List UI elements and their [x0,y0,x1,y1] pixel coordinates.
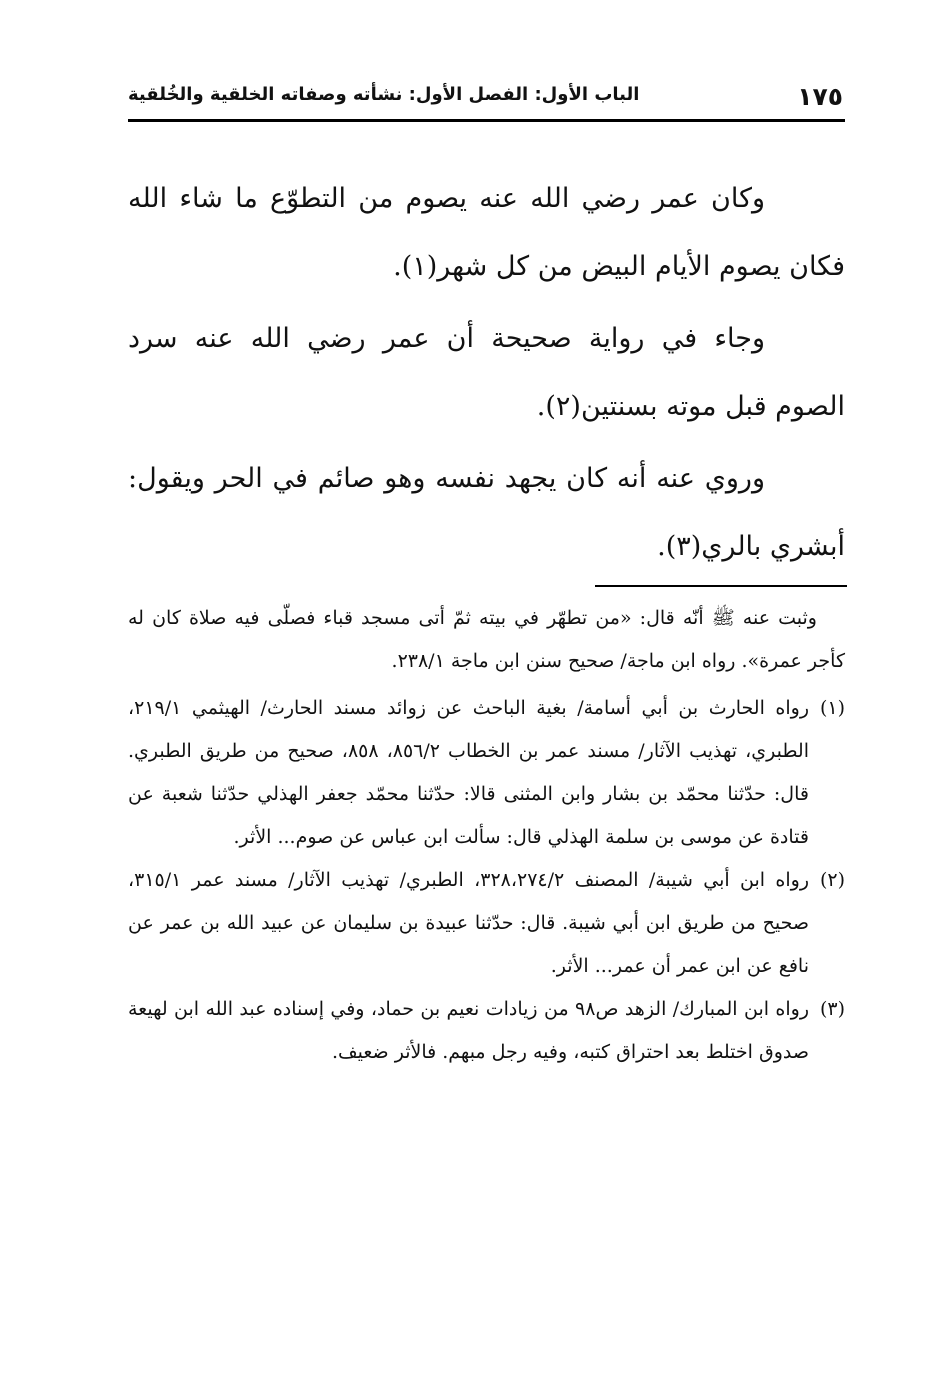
header-divider [128,119,845,122]
footnote [128,988,845,1074]
paragraph: وروي عنه أنه كان يجهد نفسه وهو صائم في الحر ويقول: أبشري بالري(٣). [128,463,845,562]
chapter-title: الباب الأول: الفصل الأول: نشأته وصفاته الخلقية والخُلقية [128,84,640,105]
page-number: ١٧٥ [797,82,843,111]
footnotes [128,597,845,1074]
footnote-number: (١) [819,697,845,719]
footnote-number: (٣) [819,998,845,1020]
footnote-separator [595,585,847,587]
footnote-text: رواه ابن المبارك/ الزهد ص٩٨ من زيادات نعيم بن حماد، وفي إسناده عبد الله ابن لهيعة صدوق اختلط بعد احتراق كتبه، وفيه رجل مبهم. فالأثر ضعيف. [128,998,809,1063]
body-text [128,165,845,585]
footnote [128,687,845,859]
footnote-continuation: وثبت عنه ﷺ أنّه قال: «من تطهّر في بيته ثمّ أتى مسجد قباء فصلّى فيه صلاة كان له كأجر عمرة». رواه ابن ماجة/ صحيح سنن ابن ماجة ٢٣٨/١. [128,607,845,672]
paragraph: وجاء في رواية صحيحة أن عمر رضي الله عنه سرد الصوم قبل موته بسنتين(٢). [128,323,845,422]
footnote-text: رواه الحارث بن أبي أسامة/ بغية الباحث عن زوائد مسند الحارث/ الهيثمي ٢١٩/١، الطبري، تهذيب الآثار/ مسند عمر بن الخطاب ٨٥٦/٢، ٨٥٨، صحيح من طريق الطبري. قال: حدّثنا محمّد بن بشار وابن المثنى قالا: حدّثنا محمّد جعفر الهذلي حدّثنا شعبة عن قتادة عن موسى بن سلمة الهذلي قال: سألت ابن عباس عن صوم... الأثر. [128,697,810,848]
running-header [128,78,843,118]
footnote-text: رواه ابن أبي شيبة/ المصنف ٣٢٨،٢٧٤/٢، الطبري/ تهذيب الآثار/ مسند عمر ٣١٥/١، صحيح من طريق ابن أبي شيبة. قال: حدّثنا عبيدة بن سليمان عن عبيد الله بن عمر عن نافع عن ابن عمر أن عمر... الأثر. [128,869,810,977]
footnote-number: (٢) [819,869,846,891]
paragraph: وكان عمر رضي الله عنه يصوم من التطوّع ما شاء الله فكان يصوم الأيام البيض من كل شهر(١). [128,183,845,282]
footnote [128,859,845,988]
